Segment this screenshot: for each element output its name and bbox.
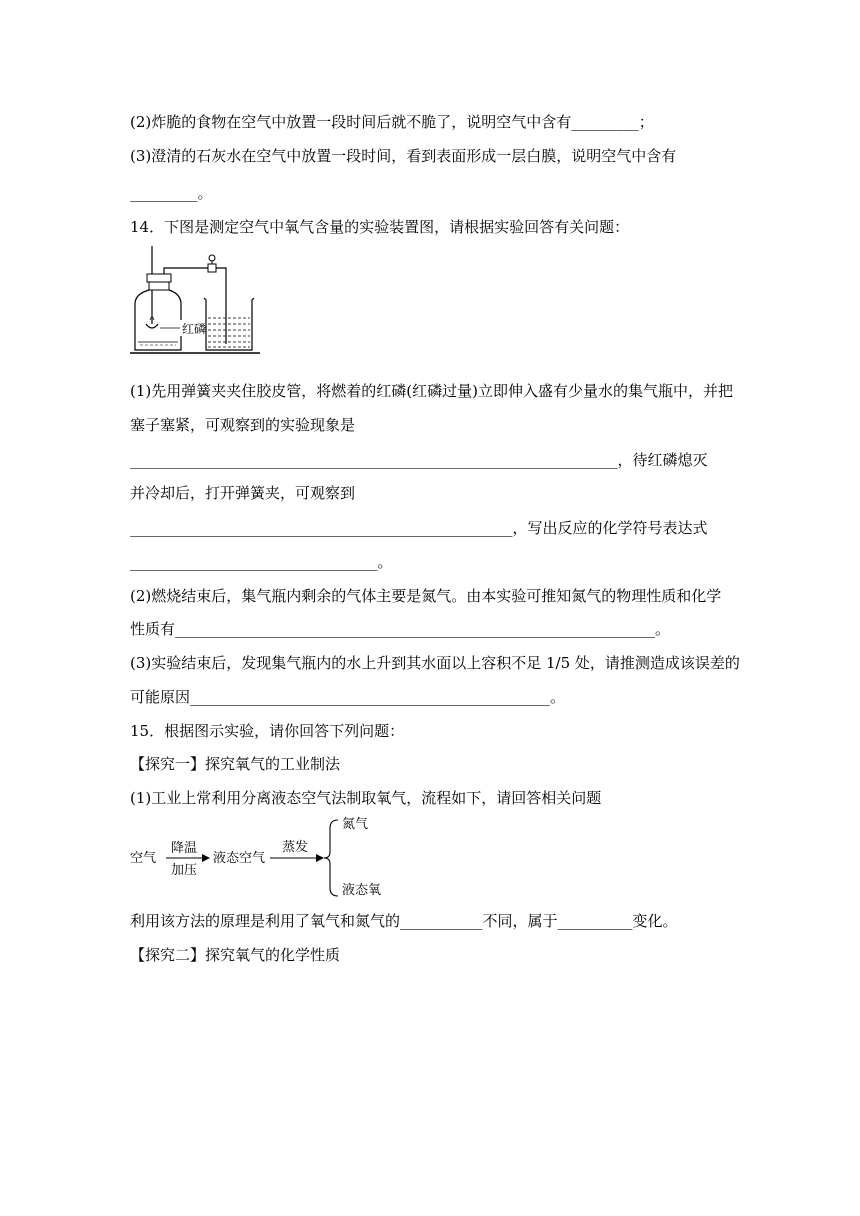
flow-pressurize: 加压 xyxy=(171,863,198,878)
explore-two-heading: 【探究二】探究氧气的化学性质 xyxy=(130,946,341,964)
q13-part2: (2)炸脆的食物在空气中放置一段时间后就不脆了，说明空气中含有_________； xyxy=(130,113,654,131)
q14-title: 14．下图是测定空气中氧气含量的实验装置图，请根据实验回答有关问题： xyxy=(130,218,630,236)
q15-title: 15．根据图示实验，请你回答下列问题： xyxy=(130,722,405,740)
q14-part1-line4: 并冷却后，打开弹簧夹，可观察到 xyxy=(130,484,356,502)
flow-air: 空气 xyxy=(130,851,157,866)
q14-part2-line1: (2)燃烧结束后，集气瓶内剩余的气体主要是氮气。由本实验可推知氮气的物理性质和化学 xyxy=(130,587,722,605)
air-separation-flow-diagram xyxy=(130,814,420,900)
flow-nitrogen: 氮气 xyxy=(342,817,369,832)
jar-neck xyxy=(149,282,169,290)
q14-part1-line2: 塞子塞紧，可观察到的实验现象是 xyxy=(130,416,356,434)
q14-part3-line2: 可能原因________________________________________________。 xyxy=(130,688,566,706)
flow-evaporate: 蒸发 xyxy=(282,840,309,855)
gas-jar xyxy=(135,290,181,350)
flow-brace xyxy=(324,820,338,896)
oxygen-apparatus-figure xyxy=(130,244,262,358)
flow-liquid-air: 液态空气 xyxy=(213,851,266,866)
stopper xyxy=(147,274,171,282)
spring-clip xyxy=(208,264,216,272)
q14-part1-line3: _________________________________________________________________，待红磷熄灭 xyxy=(130,451,708,469)
q15-part1: (1)工业上常利用分离液态空气法制取氧气，流程如下，请回答相关问题 xyxy=(130,789,602,807)
explore-one-heading: 【探究一】探究氧气的工业制法 xyxy=(130,755,341,773)
q14-part1-line1: (1)先用弹簧夹夹住胶皮管，将燃着的红磷(红磷过量)立即伸入盛有少量水的集气瓶中，并把 xyxy=(130,382,733,400)
q13-part3-line1: (3)澄清的石灰水在空气中放置一段时间，看到表面形成一层白膜，说明空气中含有 xyxy=(130,147,677,165)
q14-part1-line6: _________________________________。 xyxy=(130,553,393,571)
q14-part1-line5: ___________________________________________________，写出反应的化学符号表达式 xyxy=(130,519,708,537)
q15-part1-principle: 利用该方法的原理是利用了氧气和氮气的___________不同，属于__________变化。 xyxy=(130,912,678,930)
combustion-spoon xyxy=(146,324,158,328)
q14-part2-line2: 性质有________________________________________________________________。 xyxy=(130,620,671,638)
q14-part3-line1: (3)实验结束后，发现集气瓶内的水上升到其水面以上容积不足 1/5 处，请推测造成该误差的 xyxy=(130,654,740,672)
red-phosphorus-label: 红磷 xyxy=(182,322,207,336)
q13-part3-line2: _________。 xyxy=(130,184,213,202)
flow-cooling: 降温 xyxy=(171,841,198,856)
flow-liquid-oxygen: 液态氧 xyxy=(342,883,382,898)
